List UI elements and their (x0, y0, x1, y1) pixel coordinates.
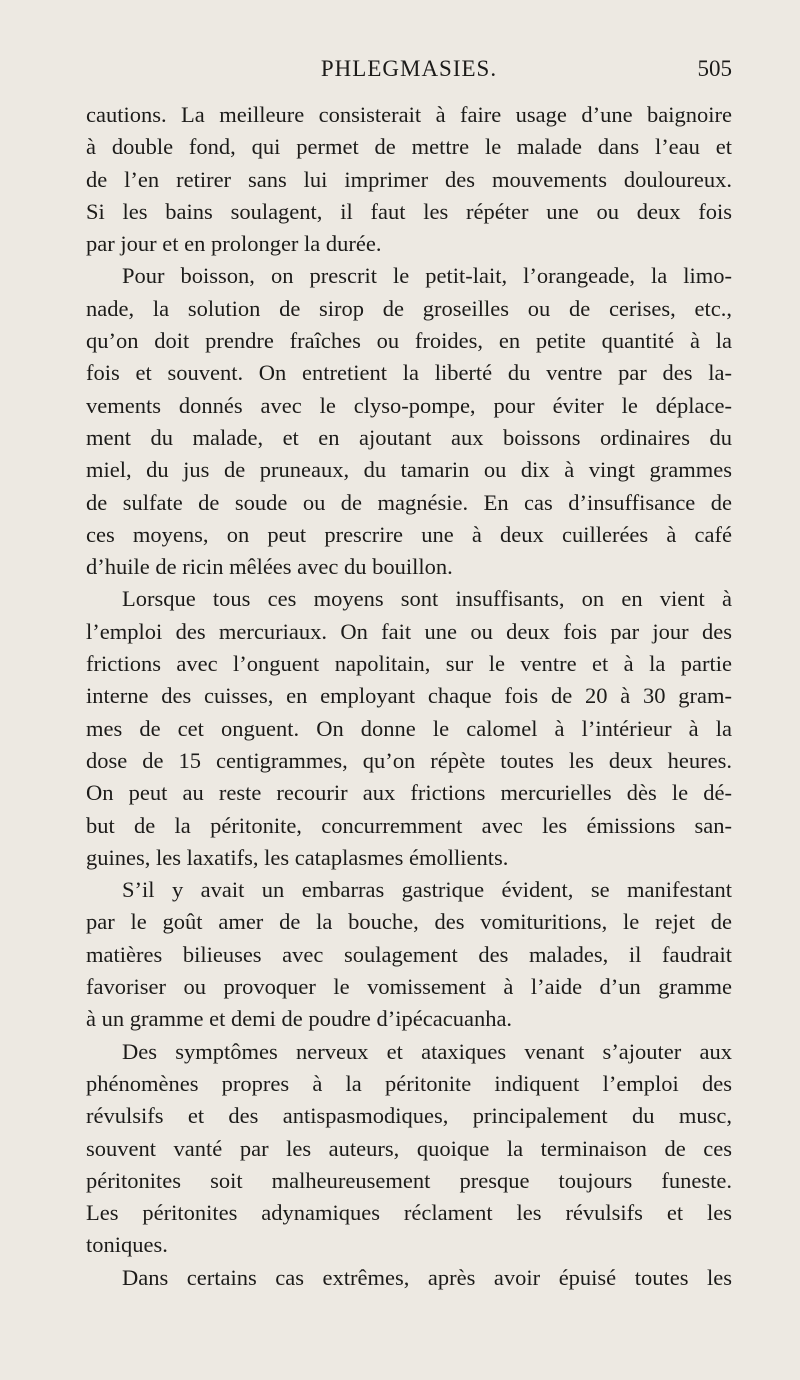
text-line: Si les bains soulagent, il faut les répéter une ou deux fois (86, 198, 732, 224)
text-line: à un gramme et demi de poudre d’ipécacuanha. (86, 1006, 513, 1032)
text-line: à double fond, qui permet de mettre le malade dans l’eau et (86, 134, 732, 160)
text-line: fois et souvent. On entretient la liberté du ventre par des la- (86, 360, 732, 386)
text-line: On peut au reste recourir aux frictions mercurielles dès le dé- (86, 780, 732, 806)
text-line: but de la péritonite, concurremment avec les émissions san- (86, 812, 732, 838)
text-line: mes de cet onguent. On donne le calomel à l’intérieur à la (86, 715, 732, 741)
text-line: cautions. La meilleure consisterait à faire usage d’une baignoire (86, 102, 732, 127)
text-line: frictions avec l’onguent napolitain, sur le ventre et à la partie (86, 651, 732, 677)
text-line: Des symptômes nerveux et ataxiques venant s’ajouter aux (122, 1038, 732, 1064)
text-line: phénomènes propres à la péritonite indiquent l’emploi des (86, 1070, 732, 1096)
text-line: péritonites soit malheureusement presque toujours funeste. (86, 1167, 732, 1193)
text-line: de sulfate de soude ou de magnésie. En cas d’insuffisance de (86, 489, 732, 515)
running-title: PHLEGMASIES. (320, 56, 498, 81)
text-line: miel, du jus de pruneaux, du tamarin ou dix à vingt grammes (86, 457, 732, 483)
text-line: favoriser ou provoquer le vomissement à l’aide d’un gramme (86, 974, 732, 1000)
text-line: ces moyens, on peut prescrire une à deux cuillerées à café (86, 521, 732, 547)
text-line: matières bilieuses avec soulagement des malades, il faudrait (86, 941, 732, 967)
text-line: Dans certains cas extrêmes, après avoir épuisé toutes les (122, 1264, 732, 1290)
text-line: dose de 15 centigrammes, qu’on répète toutes les deux heures. (86, 747, 732, 773)
text-line: par le goût amer de la bouche, des vomituritions, le rejet de (86, 909, 732, 935)
text-line: souvent vanté par les auteurs, quoique la terminaison de ces (86, 1135, 732, 1161)
text-line: interne des cuisses, en employant chaque fois de 20 à 30 gram- (86, 683, 732, 709)
text-line: par jour et en prolonger la durée. (86, 231, 382, 257)
text-line: S’il y avait un embarras gastrique évident, se manifestant (122, 877, 732, 903)
text-line: Lorsque tous ces moyens sont insuffisants, on en vient à (122, 586, 732, 612)
page-number: 505 (697, 56, 732, 81)
text-line: toniques. (86, 1232, 168, 1258)
text-line: guines, les laxatifs, les cataplasmes émollients. (86, 844, 509, 870)
text-line: ment du malade, et en ajoutant aux boissons ordinaires du (86, 424, 732, 450)
text-line: Les péritonites adynamiques réclament les révulsifs et les (86, 1200, 732, 1226)
text-line: nade, la solution de sirop de groseilles ou de cerises, etc., (86, 295, 732, 321)
text-line: révulsifs et des antispasmodiques, principalement du musc, (86, 1103, 732, 1129)
text-line: Pour boisson, on prescrit le petit-lait, l’orangeade, la limo- (122, 263, 732, 289)
text-line: d’huile de ricin mêlées avec du bouillon. (86, 554, 453, 580)
text-line: de l’en retirer sans lui imprimer des mouvements douloureux. (86, 166, 732, 192)
text-line: l’emploi des mercuriaux. On fait une ou deux fois par jour des (86, 618, 732, 644)
body-text (86, 99, 732, 1294)
text-line: qu’on doit prendre fraîches ou froides, en petite quantité à la (86, 328, 732, 354)
page-header (86, 56, 732, 86)
text-line: vements donnés avec le clyso-pompe, pour éviter le déplace- (86, 392, 732, 418)
